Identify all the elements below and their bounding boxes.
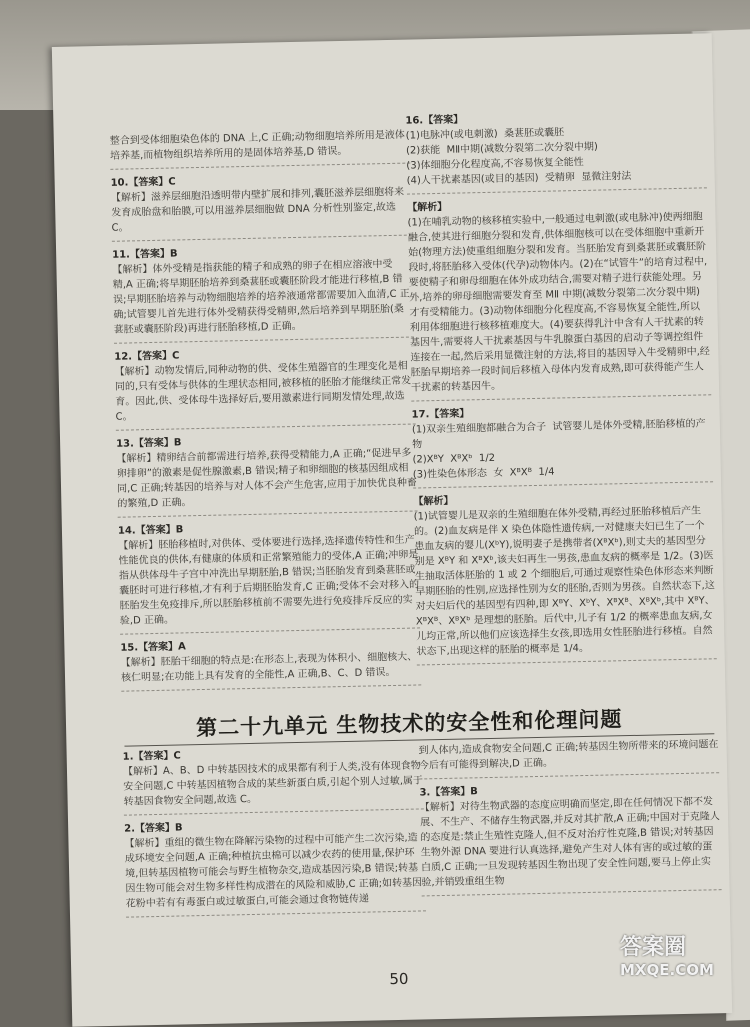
right-column [405,107,717,671]
answer-label: 14.【答案】B [117,524,184,537]
answer-text: 【解析】体外受精是指获能的精子和成熟的卵子在相应溶液中受精,A 正确;将早期胚胎培养到桑葚胚或囊胚阶段才能进行移植,B 错误;早期胚胎培养与动物细胞培养的培养液通常都需要加入血清,C 正确;试管婴儿首先进行体外受精获得受精卵,然后培养到早期胚胎(桑葚胚或囊胚阶段)再进行胚胎移植,D 正确。 [112,258,410,336]
answer-text: 【解析】胚胎移植时,对供体、受体要进行选择,选择遗传特性和生产性能优良的供体,有健康的体质和正常繁殖能力的受体,A 正确;冲卵是指从供体母牛子宫中冲洗出早期胚胎,B 错误;当胚胎发育到桑葚胚或囊胚时可进行移植,才有利于后期胚胎发育,C 正确;受体不会对移入的胚胎发生免疫排斥,所以胚胎移植前不需要先进行免疫排斥反应的实验,D 正确。 [118,534,420,627]
answer-text: (1)在哺乳动物的核移植实验中,一般通过电刺激(或电脉冲)使两细胞融合,使其进行细胞分裂和发育,供体细胞核可以在受体细胞中重新开始(物理方法)使重组细胞分裂和发育。当胚胎发育到桑葚胚或囊胚阶段时,将胚胎移入受体(代孕)动物体内。(2)在“试管牛”的培育过程中,要使精子和卵母细胞在体外成功结合,需要对精子进行获能处理。另外,培养的卵母细胞需要发育至 MⅡ 中期(减数分裂第二次分裂中期)才有受精能力。(3)动物体细胞分化程度高,不容易恢复全能性,所以利用体细胞进行核移植难度大。(4)要获得乳汁中含有人干扰素的转基因牛,需要将人干扰素基因与牛乳腺蛋白基因的启动子等调控组件连接在一起,然后采用显微注射的方法,将目的基因导入牛受精卵中,经胚胎早期培养一段时间后移植入母体内发育成熟,即可获得能产生人干扰素的转基因牛。 [407,211,710,394]
answer-text: 【解析】对待生物武器的态度应明确而坚定,即在任何情况下都不发展、不生产、不储存生物武器,并反对其扩散,A 正确;中国对于克隆人的态度是:禁止生殖性克隆人,但不反对治疗性克隆,B 错误;对转基因生物外源 DNA 要进行认真选择,避免产生对人体有害的或过敏的蛋白质,C 正确;一旦发现转基因生物出现了安全性问题,要马上停止实验,并销毁重组生物 [419,796,720,889]
answer-text: 【解析】A、B、D 中转基因技术的成果都有利于人类,没有体现食物安全问题,C 中转基因植物合成的某些新蛋白质,引起个别人过敏,属于转基因食物安全问题,故选 C。 [122,760,424,808]
answer-text: 【解析】动物发情后,同种动物的供、受体生殖器官的生理变化是相同的,只有受体与供体的生理状态相同,被移植的胚胎才能继续正常发育。因此,供、受体母牛选择好后,要用激素进行同期发情处理,故选 C。 [114,360,412,423]
answer-text: 【解析】精卵结合前都需进行培养,获得受精能力,A 正确;“促进早多卵排卵”的激素是促性腺激素,B 错误;精子和卵细胞的核基因组成相同,C 正确;转基因的培养与对人体不会产生危害,应用于加快优良种畜的繁殖,D 正确。 [116,447,418,510]
unit-title: 第二十九单元 生物技术的安全性和伦理问题 [195,706,623,741]
answer-text: 【解析】滋养层细胞沿透明带内壁扩展和排列,囊胚滋养层细胞将来发育成胎盘和胎膜,可以用滋养层细胞做 DNA 分析性别鉴定,故选 C。 [110,186,405,234]
answer-block [116,430,418,517]
answer-label: 13.【答案】B [116,437,182,450]
answer-block [120,634,421,691]
answer-label: 【解析】 [407,201,448,214]
answer-label: 17.【答案】 [411,408,470,421]
answer-label: 10.【答案】C [110,176,176,189]
answer-block [123,743,424,815]
watermark-logo [620,930,730,992]
answer-label: 11.【答案】B [112,248,178,261]
page-number: 50 [389,969,409,989]
answer-text: (1)电脉冲(或电刺激) 桑葚胚或囊胚 (2)获能 MⅡ中期(减数分裂第二次分裂中期) (3)体细胞分化程度高,不容易恢复全能性 (4)人干扰素基因(或目的基因) 受精卵 显微注射法 [405,127,632,187]
left-column [110,128,422,698]
answer-label: 1.【答案】C [122,750,181,763]
answer-block [114,343,416,430]
answer-block [411,401,713,488]
answer-label: 【解析】 [413,495,454,508]
answer-label: 15.【答案】A [120,641,186,654]
answer-label: 3.【答案】B [419,786,479,799]
answer-text: 【解析】重组的微生物在降解污染物的过程中可能产生二次污染,造成环境安全问题,A 正确;种植抗虫棉可以减少农药的使用量,保护环境,但转基因植物可能会与野生植物杂交,造成基因污染,B 错误;转基因生物可能会对生物多样性构成潜在的风险和威胁,C 正确;如转基因花粉中若有有毒蛋白或过敏蛋白,可能会通过食物链传递 [124,832,423,910]
watermark-url: MXQE.COM [620,961,714,979]
answer-text: 整合到受体细胞染色体的 DNA 上,C 正确;动物细胞培养所用是液体培养基,而植物组织培养所用的是固体培养基,D 错误。 [109,129,405,162]
answer-block [124,815,426,917]
answer-text: 到人体内,造成食物安全问题,C 正确;转基因生物所带来的环境问题在今后有可能得到解决,D 正确。 [418,739,719,772]
answer-text: (1)试管婴儿是双亲的生殖细胞在体外受精,再经过胚胎移植后产生的。(2)血友病是伴 X 染色体隐性遗传病,一对健康夫妇已生了一个患血友病的婴儿(XᵇY),说明妻子是携带者(XᴮXᵇ),则丈夫的基因型分别是 XᴮY 和 XᴮXᵇ,该夫妇再生一男孩,患血友病的概率是 1/2。(3)医生抽取活体胚胎的 1 或 2 个细胞后,可通过观察性染色体形态来判断早期胚胎的性别,应选择性别为女的胚胎,否则为男孩。自然状态下,这对夫妇后代的基因型有四种,即 XᴮY、XᵇY、XᴮXᴮ、XᴮXᵇ,其中 XᴮY、XᴮXᴮ、XᴮXᵇ 是理想的胚胎。后代中,儿子有 1/2 的概率患血友病,女儿均正常,所以他们应该选择生女孩,即选用女性胚胎进行移植。自然状态下,出现这样的胚胎的概率是 1/4。 [413,505,715,658]
answer-label: 12.【答案】C [114,350,180,363]
watermark-logo-text: 答案圈 [620,935,687,960]
answer-block [407,194,711,401]
bottom-left-column [123,743,427,923]
answer-block [418,737,719,779]
answer-text: 【解析】胚胎干细胞的特点是:在形态上,表现为体积小、细胞核大、核仁明显;在功能上具有发育的全能性,A 正确,B、C、D 错误。 [120,651,418,684]
answer-label: 16.【答案】 [405,114,464,127]
answer-block [405,107,707,194]
answer-block [118,517,420,634]
answer-block [111,170,412,242]
bottom-right-column [418,737,721,902]
book-page [52,33,732,1027]
answer-block [413,488,717,665]
answer-label: 2.【答案】B [124,822,183,835]
answer-block [110,128,411,170]
answer-text: (1)双亲生殖细胞都融合为合子 试管婴儿是体外受精,胚胎移植的产物 (2)XᴮY XᴮXᵇ 1/2 (3)性染色体形态 女 XᴮXᴮ 1/4 [411,418,706,481]
answer-block [419,779,721,896]
answer-block [112,242,414,344]
